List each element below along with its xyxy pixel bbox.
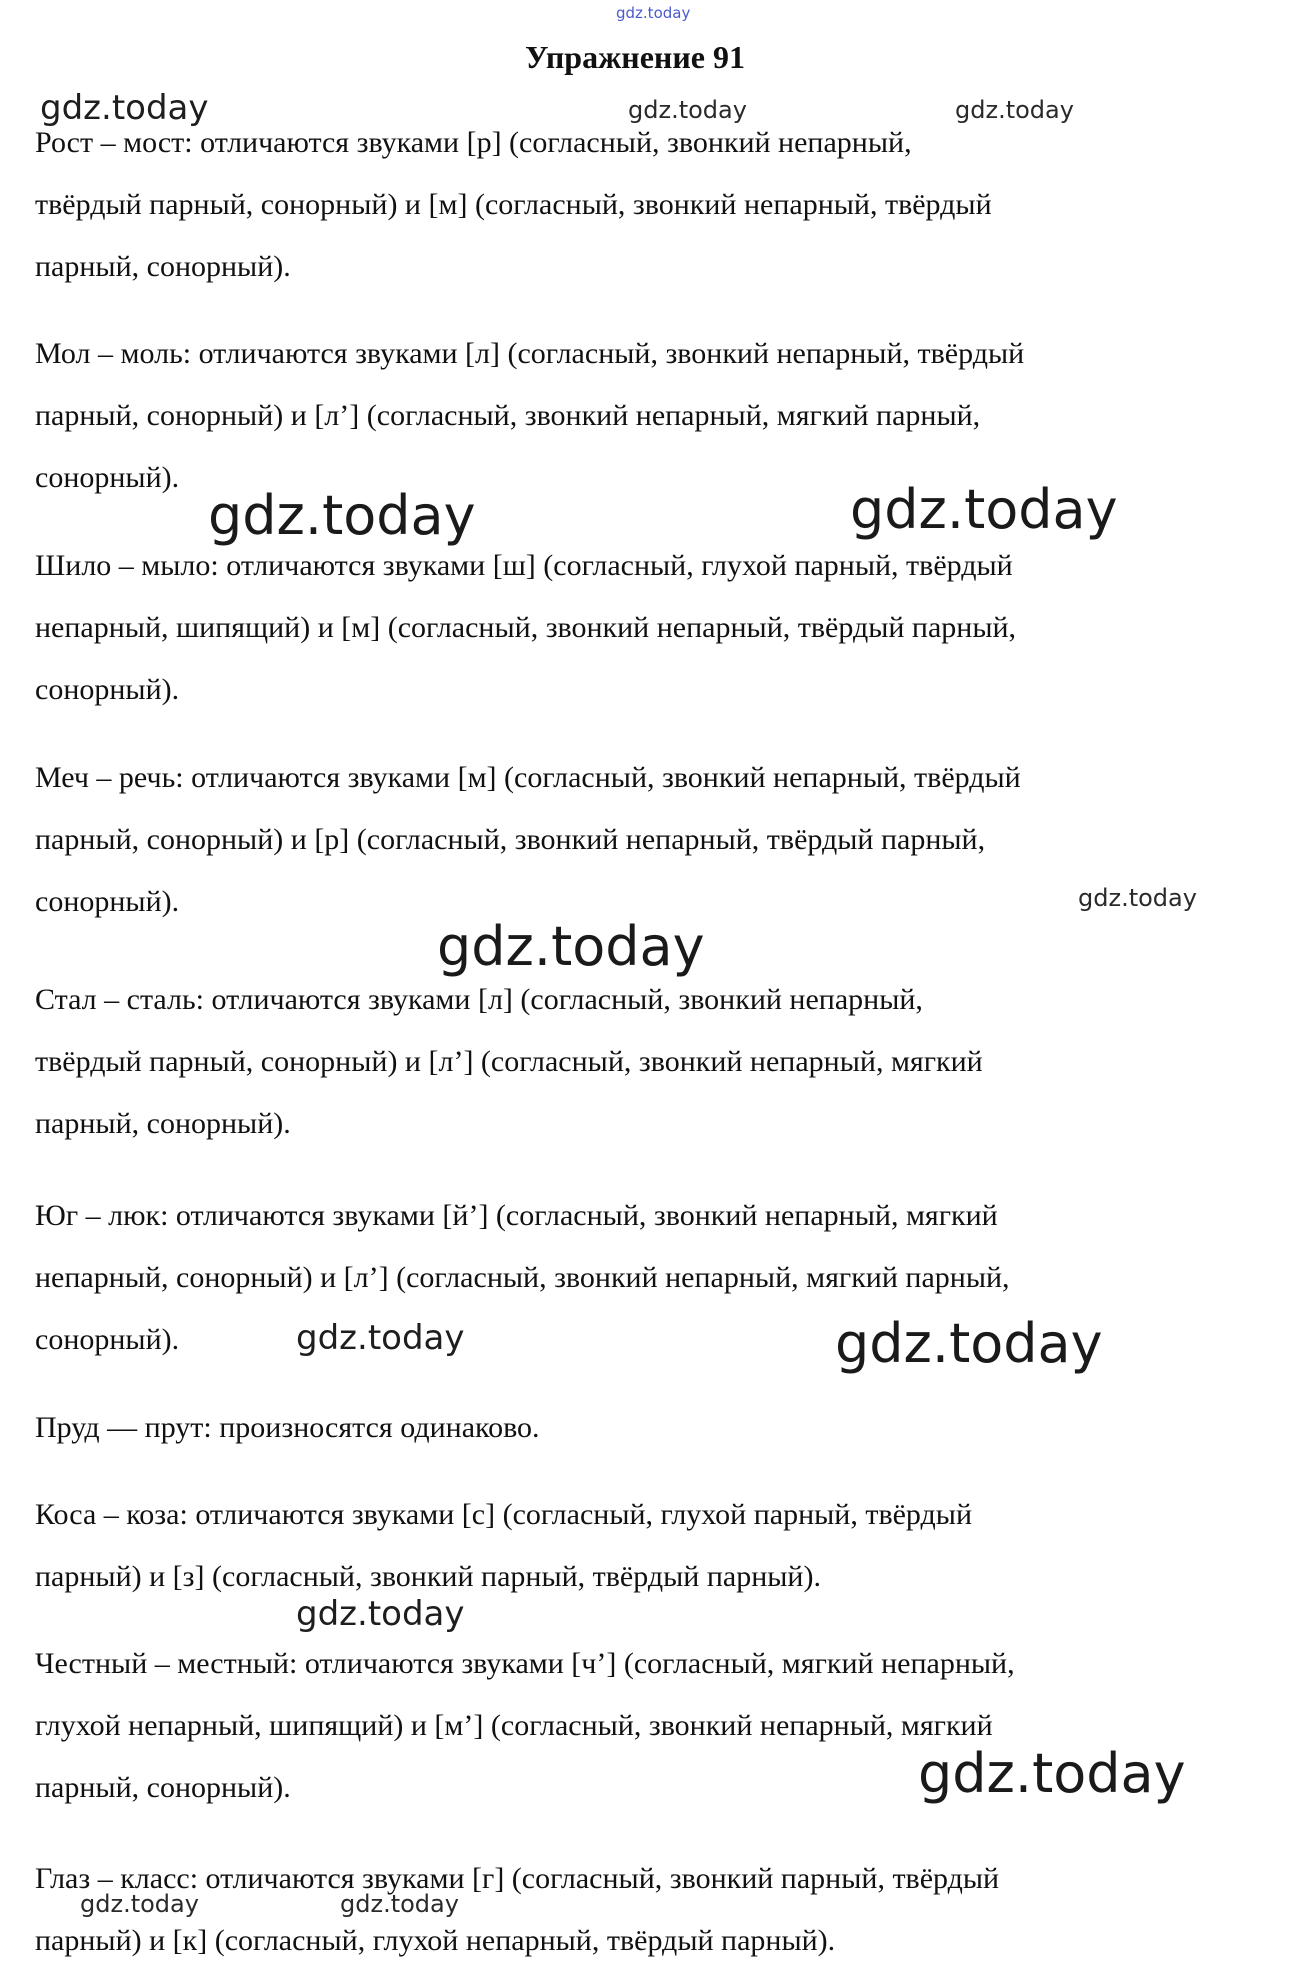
watermark: gdz.today [296,1594,465,1634]
watermark: gdz.today [437,915,705,978]
text-line: парный) и [з] (согласный, звонкий парный, твёрдый парный). [35,1560,821,1593]
watermark: gdz.today [340,1890,459,1918]
text-line: Шило – мыло: отличаются звуками [ш] (согласный, глухой парный, твёрдый [35,549,1013,582]
paragraph [35,969,1245,1155]
watermark: gdz.today [208,484,476,547]
watermark: gdz.today [1078,884,1197,912]
text-line: твёрдый парный, сонорный) и [м] (согласный, звонкий непарный, твёрдый [35,188,992,221]
text-line: Честный – местный: отличаются звуками [ч’] (согласный, мягкий непарный, [35,1647,1015,1680]
text-line: твёрдый парный, сонорный) и [л’] (согласный, звонкий непарный, мягкий [35,1045,983,1078]
text-line: Мол – моль: отличаются звуками [л] (согласный, звонкий непарный, твёрдый [35,337,1025,370]
paragraph [35,747,1245,933]
text-line: Стал – сталь: отличаются звуками [л] (согласный, звонкий непарный, [35,983,923,1016]
paragraph [35,1397,1245,1459]
text-line: сонорный). [35,885,180,918]
watermark: gdz.today [955,96,1074,124]
text-line: парный, сонорный) и [л’] (согласный, звонкий непарный, мягкий парный, [35,399,981,432]
watermark: gdz.today [628,96,747,124]
text-line: Коса – коза: отличаются звуками [с] (согласный, глухой парный, твёрдый [35,1498,973,1531]
text-line: непарный, шипящий) и [м] (согласный, звонкий непарный, твёрдый парный, [35,611,1017,644]
watermark: gdz.today [80,1890,199,1918]
text-line: парный) и [к] (согласный, глухой непарный, твёрдый парный). [35,1924,836,1957]
text-line: сонорный). [35,461,180,494]
watermark: gdz.today [850,478,1118,541]
watermark: gdz.today [918,1742,1186,1805]
watermark: gdz.today [835,1312,1103,1375]
text-line: Глаз – класс: отличаются звуками [г] (согласный, звонкий парный, твёрдый [35,1862,1000,1895]
paragraph [35,1848,1245,1972]
text-line: парный, сонорный). [35,250,291,283]
exercise-title: Упражнение 91 [524,39,745,75]
paragraph [35,1484,1245,1608]
text-line: глухой непарный, шипящий) и [м’] (согласный, звонкий непарный, мягкий [35,1709,993,1742]
paragraph [35,112,1245,298]
watermark: gdz.today [296,1318,465,1358]
text-line: парный, сонорный) и [р] (согласный, звонкий непарный, твёрдый парный, [35,823,986,856]
text-line: Юг – люк: отличаются звуками [й’] (согласный, звонкий непарный, мягкий [35,1199,998,1232]
text-line: Рост – мост: отличаются звуками [р] (согласный, звонкий непарный, [35,126,912,159]
text-line: сонорный). [35,673,180,706]
text-line: Меч – речь: отличаются звуками [м] (согласный, звонкий непарный, твёрдый [35,761,1021,794]
text-line: парный, сонорный). [35,1107,291,1140]
text-line: Пруд — прут: произносятся одинаково. [35,1411,540,1444]
text-line: непарный, сонорный) и [л’] (согласный, звонкий непарный, мягкий парный, [35,1261,1010,1294]
text-line: парный, сонорный). [35,1771,291,1804]
watermark: gdz.today [40,88,209,128]
watermark: gdz.today [616,4,691,22]
paragraph [35,535,1245,721]
text-line: сонорный). [35,1323,180,1356]
